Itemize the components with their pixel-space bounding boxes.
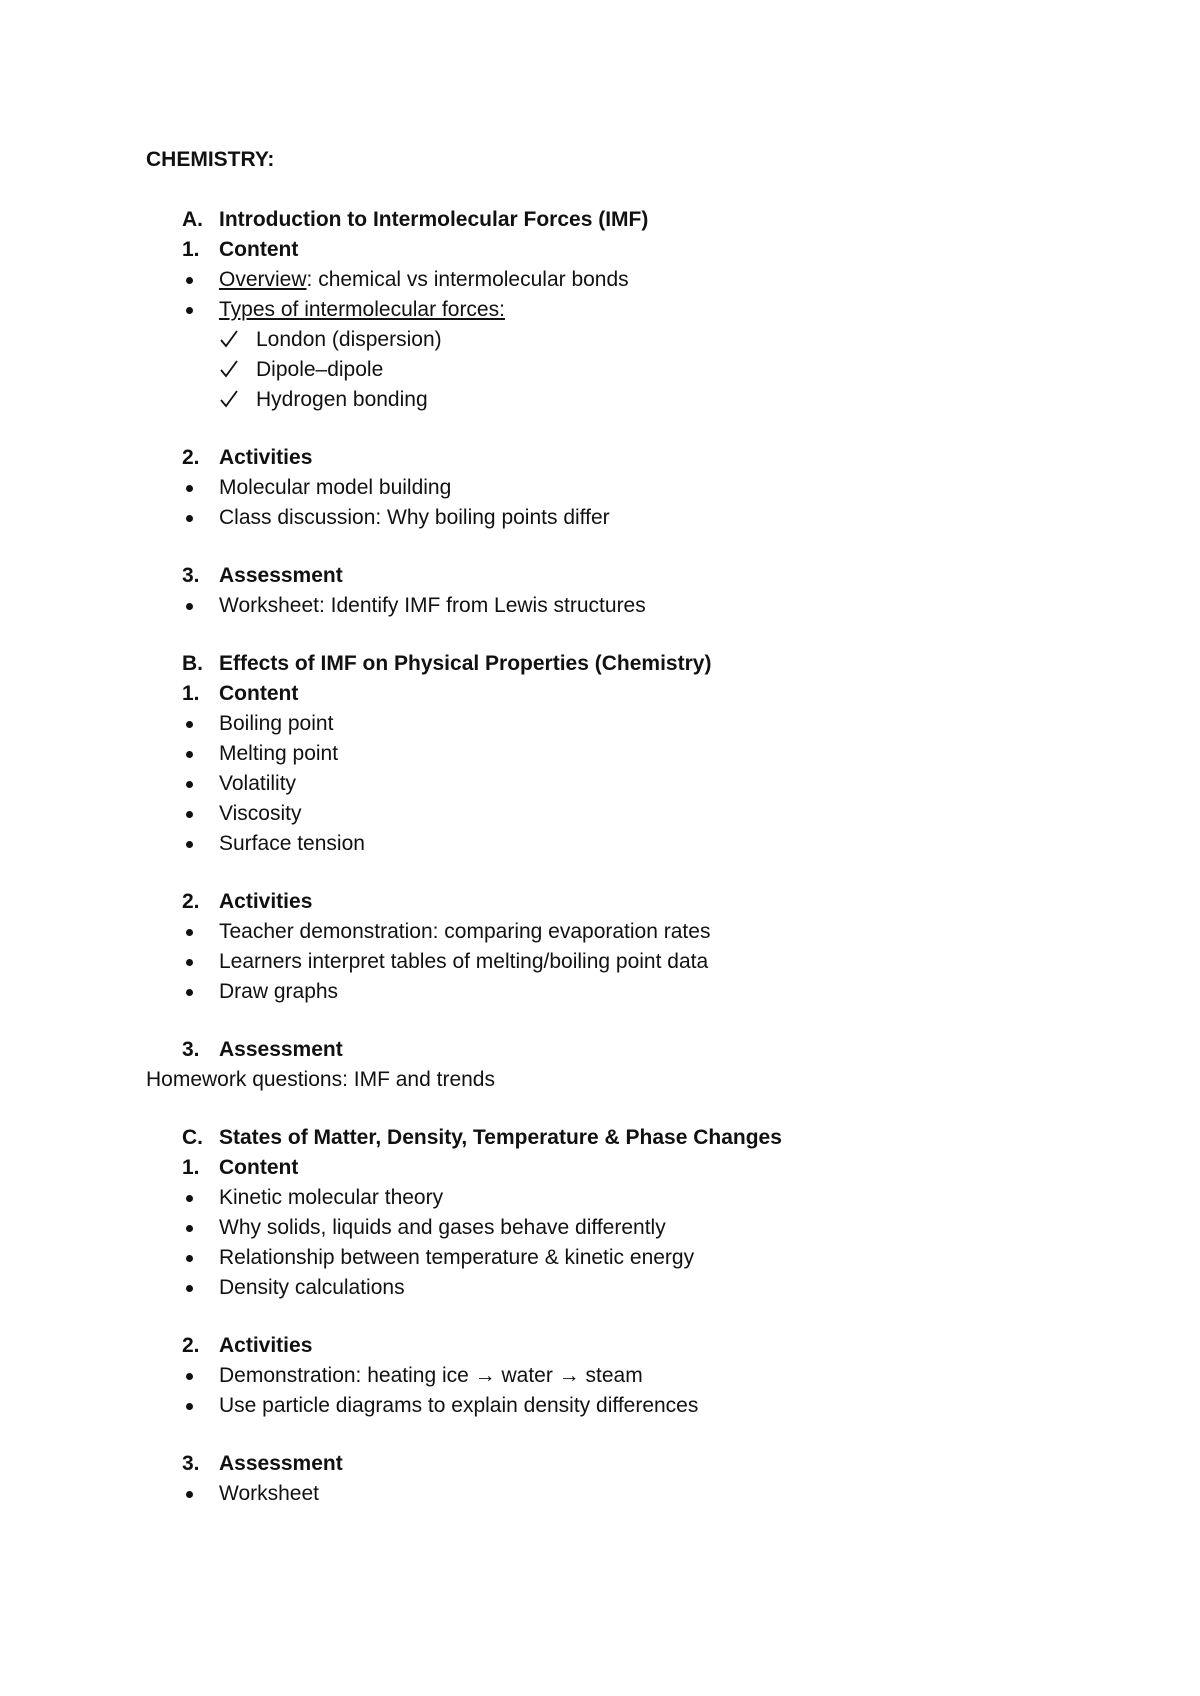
list-number: 1. <box>182 682 200 705</box>
sub-heading-label: Activities <box>219 890 313 913</box>
list-number: 2. <box>182 890 200 913</box>
list-item <box>146 1183 1106 1213</box>
list-item-text: Worksheet: Identify IMF from Lewis structures <box>219 594 646 617</box>
section-title: States of Matter, Density, Temperature & Phase Changes <box>219 1126 782 1149</box>
types-label: Types of intermolecular forces: <box>219 298 505 321</box>
list-item <box>146 295 1106 325</box>
list-number: 2. <box>182 1334 200 1357</box>
section-letter: A. <box>182 208 203 231</box>
list-item <box>146 1243 1106 1273</box>
list-item <box>146 829 1106 859</box>
checklist-text: Hydrogen bonding <box>256 388 428 411</box>
checkmark-icon <box>220 359 238 379</box>
bullet-icon <box>186 1195 193 1202</box>
list-item-text: Learners interpret tables of melting/boiling point data <box>219 950 709 973</box>
sub-heading-assessment <box>146 561 1106 591</box>
bullet-icon <box>186 1225 193 1232</box>
sub-heading-label: Assessment <box>219 564 343 587</box>
sub-heading-activities <box>146 887 1106 917</box>
checklist-item <box>146 325 1106 355</box>
bullet-icon <box>186 781 193 788</box>
section-title: Introduction to Intermolecular Forces (IMF) <box>219 208 649 231</box>
list-number: 3. <box>182 1452 200 1475</box>
list-item-text: Surface tension <box>219 832 365 855</box>
overview-text: : chemical vs intermolecular bonds <box>306 268 629 291</box>
section-b-heading <box>146 649 1106 679</box>
bullet-icon <box>186 1491 193 1498</box>
list-item <box>146 947 1106 977</box>
list-item <box>146 1273 1106 1303</box>
checklist-item <box>146 355 1106 385</box>
checklist-text: London (dispersion) <box>256 328 442 351</box>
sub-heading-label: Assessment <box>219 1038 343 1061</box>
list-item <box>146 473 1106 503</box>
list-item-text: Why solids, liquids and gases behave differently <box>219 1216 666 1239</box>
list-item-text: Demonstration: heating ice → water → steam <box>219 1364 643 1387</box>
list-item-text: Kinetic molecular theory <box>219 1186 444 1209</box>
bullet-icon <box>186 1403 193 1410</box>
section-letter: C. <box>182 1126 203 1149</box>
checkmark-icon <box>220 329 238 349</box>
list-item-text: Volatility <box>219 772 297 795</box>
bullet-icon <box>186 307 193 314</box>
sub-heading-assessment <box>146 1035 1106 1065</box>
list-item <box>146 709 1106 739</box>
bullet-icon <box>186 959 193 966</box>
overview-label: Overview <box>219 268 307 291</box>
list-item <box>146 1361 1106 1391</box>
list-item <box>146 503 1106 533</box>
list-item-text: Relationship between temperature & kinetic energy <box>219 1246 695 1269</box>
bullet-icon <box>186 989 193 996</box>
sub-heading-content <box>146 679 1106 709</box>
sub-heading-label: Activities <box>219 446 313 469</box>
list-item <box>146 769 1106 799</box>
sub-heading-content <box>146 235 1106 265</box>
list-item <box>146 265 1106 295</box>
list-item-text: Boiling point <box>219 712 334 735</box>
list-item-text: Density calculations <box>219 1276 405 1299</box>
list-item <box>146 1213 1106 1243</box>
document-title: CHEMISTRY: <box>146 148 275 171</box>
list-item <box>146 591 1106 621</box>
list-item-text: Class discussion: Why boiling points differ <box>219 506 610 529</box>
checklist-item <box>146 385 1106 415</box>
list-item <box>146 977 1106 1007</box>
bullet-icon <box>186 1255 193 1262</box>
checklist-text: Dipole–dipole <box>256 358 384 381</box>
list-number: 3. <box>182 1038 200 1061</box>
list-item <box>146 739 1106 769</box>
list-item <box>146 1479 1106 1509</box>
bullet-icon <box>186 811 193 818</box>
bullet-icon <box>186 721 193 728</box>
list-item-text: Draw graphs <box>219 980 339 1003</box>
sub-heading-label: Content <box>219 238 299 261</box>
bullet-icon <box>186 1373 193 1380</box>
list-item-text: Viscosity <box>219 802 302 825</box>
list-item-text: Molecular model building <box>219 476 452 499</box>
checkmark-icon <box>220 389 238 409</box>
assessment-text: Homework questions: IMF and trends <box>146 1068 495 1091</box>
list-item-text: Worksheet <box>219 1482 319 1505</box>
list-number: 2. <box>182 446 200 469</box>
sub-heading-content <box>146 1153 1106 1183</box>
sub-heading-label: Content <box>219 1156 299 1179</box>
bullet-icon <box>186 603 193 610</box>
section-c-heading <box>146 1123 1106 1153</box>
list-number: 3. <box>182 564 200 587</box>
list-item <box>146 1391 1106 1421</box>
sub-heading-activities <box>146 1331 1106 1361</box>
bullet-icon <box>186 1285 193 1292</box>
sub-heading-assessment <box>146 1449 1106 1479</box>
section-a-heading <box>146 205 1106 235</box>
sub-heading-activities <box>146 443 1106 473</box>
section-letter: B. <box>182 652 203 675</box>
bullet-icon <box>186 751 193 758</box>
list-item-text: Teacher demonstration: comparing evaporation rates <box>219 920 711 943</box>
bullet-icon <box>186 485 193 492</box>
list-number: 1. <box>182 238 200 261</box>
bullet-icon <box>186 841 193 848</box>
sub-heading-label: Activities <box>219 1334 313 1357</box>
bullet-icon <box>186 929 193 936</box>
list-item <box>146 917 1106 947</box>
sub-heading-label: Assessment <box>219 1452 343 1475</box>
list-item <box>146 799 1106 829</box>
section-title: Effects of IMF on Physical Properties (Chemistry) <box>219 652 712 675</box>
document-body <box>146 145 1106 1509</box>
bullet-icon <box>186 515 193 522</box>
list-item-text: Use particle diagrams to explain density differences <box>219 1394 699 1417</box>
sub-heading-label: Content <box>219 682 299 705</box>
list-number: 1. <box>182 1156 200 1179</box>
bullet-icon <box>186 277 193 284</box>
list-item-text: Melting point <box>219 742 339 765</box>
